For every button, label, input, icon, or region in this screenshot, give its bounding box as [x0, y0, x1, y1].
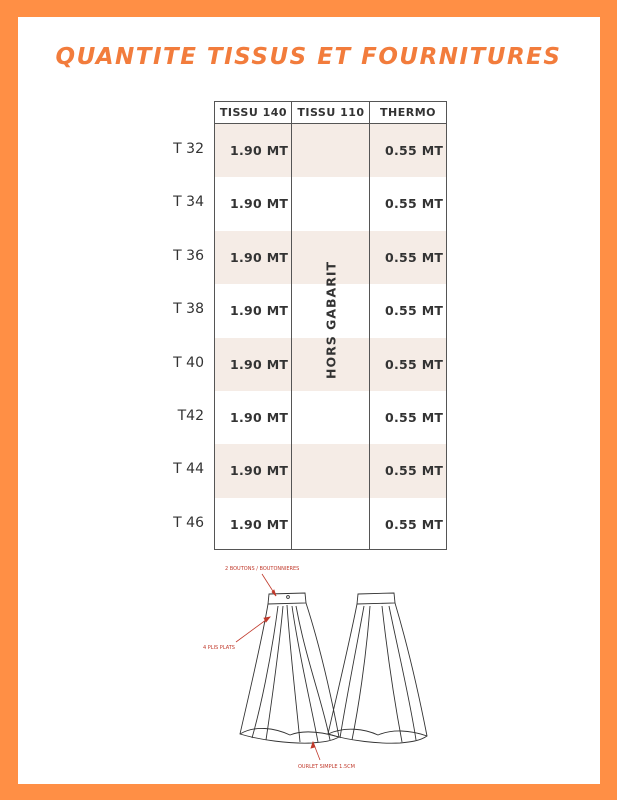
- header-thermo: THERMO: [370, 102, 446, 124]
- cell-tissu-140: 1.90 MT: [230, 249, 289, 265]
- skirt-back-drawing: [328, 593, 427, 743]
- cell-tissu-140: 1.90 MT: [230, 356, 289, 372]
- cell-thermo: 0.55 MT: [385, 196, 444, 212]
- size-label: T42: [177, 408, 204, 424]
- size-label: T 38: [173, 301, 204, 318]
- size-label: T 46: [173, 514, 204, 531]
- cell-thermo: 0.55 MT: [385, 143, 444, 158]
- cell-tissu-140: 1.90 MT: [230, 143, 289, 158]
- skirt-front-drawing: [240, 593, 339, 743]
- cell-tissu-140: 1.90 MT: [230, 303, 289, 319]
- cell-thermo: 0.55 MT: [385, 410, 444, 425]
- page-title: QUANTITE TISSUS ET FOURNITURES: [55, 44, 562, 70]
- cell-tissu-140: 1.90 MT: [230, 516, 289, 532]
- size-label: T 36: [173, 247, 204, 264]
- cell-tissu-140: 1.90 MT: [230, 463, 289, 479]
- annotation-buttons: 2 BOUTONS / BOUTONNIERES: [225, 566, 300, 572]
- hors-gabarit-label: HORS GABARIT: [323, 260, 339, 380]
- size-label: T 34: [173, 194, 204, 211]
- size-label: T 44: [173, 461, 204, 478]
- header-tissu-140: TISSU 140: [215, 102, 292, 124]
- cell-thermo: 0.55 MT: [385, 249, 444, 265]
- header-tissu-110: TISSU 110: [292, 102, 370, 124]
- cell-tissu-140: 1.90 MT: [230, 196, 289, 212]
- cell-thermo: 0.55 MT: [385, 303, 444, 319]
- cell-thermo: 0.55 MT: [385, 516, 444, 532]
- annotation-hem: OURLET SIMPLE 1.5CM: [298, 764, 355, 770]
- size-label: T 40: [173, 354, 204, 371]
- cell-tissu-140: 1.90 MT: [230, 410, 289, 425]
- size-label: T 32: [173, 141, 204, 157]
- cell-thermo: 0.55 MT: [385, 463, 444, 479]
- annotation-pleats: 4 PLIS PLATS: [203, 645, 235, 651]
- cell-thermo: 0.55 MT: [385, 356, 444, 372]
